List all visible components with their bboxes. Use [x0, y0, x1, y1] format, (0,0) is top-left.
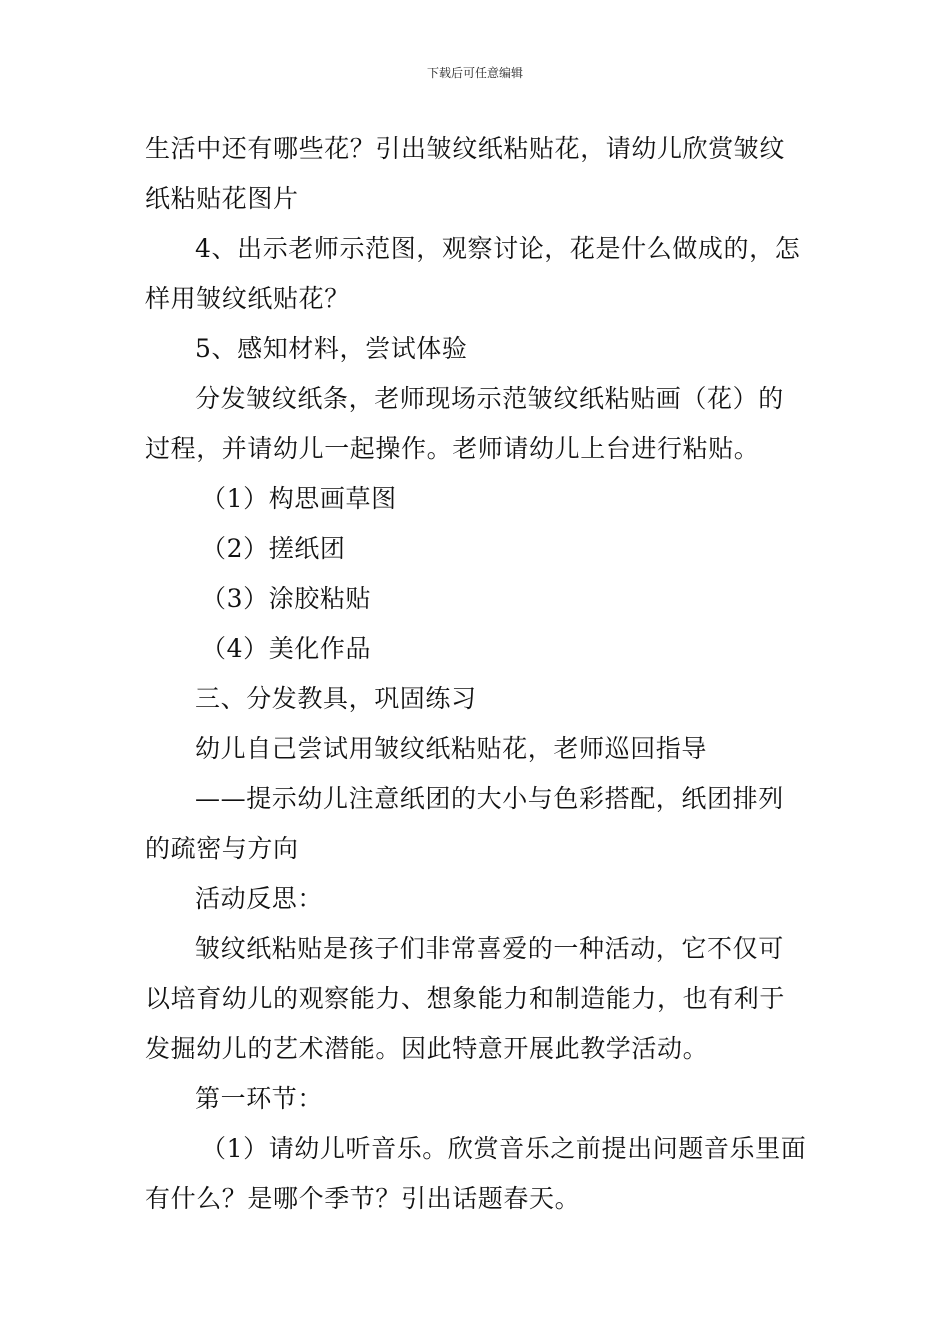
- text-line: ——提示幼儿注意纸团的大小与色彩搭配，纸团排列: [195, 784, 784, 813]
- page-header: 下载后可任意编辑: [426, 66, 523, 80]
- text-line: 的疏密与方向: [145, 834, 299, 863]
- section-heading: 活动反思：: [195, 884, 324, 913]
- text-line: 生活中还有哪些花？引出皱纹纸粘贴花，请幼儿欣赏皱纹: [145, 134, 786, 163]
- text-line: 幼儿自己尝试用皱纹纸粘贴花，老师巡回指导: [195, 734, 708, 763]
- section-heading: 三、分发教具，巩固练习: [195, 684, 477, 713]
- text-line: 4、出示老师示范图，观察讨论，花是什么做成的，怎: [195, 234, 801, 263]
- section-heading: 第一环节：: [195, 1084, 324, 1113]
- text-line: 纸粘贴花图片: [145, 184, 299, 213]
- list-item: （2）搓纸团: [201, 534, 346, 563]
- text-line: 发掘幼儿的艺术潜能。因此特意开展此教学活动。: [145, 1034, 709, 1063]
- text-line: 皱纹纸粘贴是孩子们非常喜爱的一种活动，它不仅可: [195, 934, 784, 963]
- text-line: 5、感知材料，尝试体验: [195, 334, 468, 363]
- list-item: （4）美化作品: [201, 634, 372, 663]
- text-line: （1）请幼儿听音乐。欣赏音乐之前提出问题音乐里面: [201, 1134, 807, 1163]
- list-item: （3）涂胶粘贴: [201, 584, 372, 613]
- text-line: 过程，并请幼儿一起操作。老师请幼儿上台进行粘贴。: [145, 434, 760, 463]
- text-line: 有什么？是哪个季节？引出话题春天。: [145, 1184, 581, 1213]
- text-line: 以培育幼儿的观察能力、想象能力和制造能力，也有利于: [145, 984, 786, 1013]
- list-item: （1）构思画草图: [201, 484, 397, 513]
- text-line: 样用皱纹纸贴花？: [145, 284, 350, 313]
- document-body: [145, 124, 810, 1224]
- text-line: 分发皱纹纸条，老师现场示范皱纹纸粘贴画（花）的: [195, 384, 784, 413]
